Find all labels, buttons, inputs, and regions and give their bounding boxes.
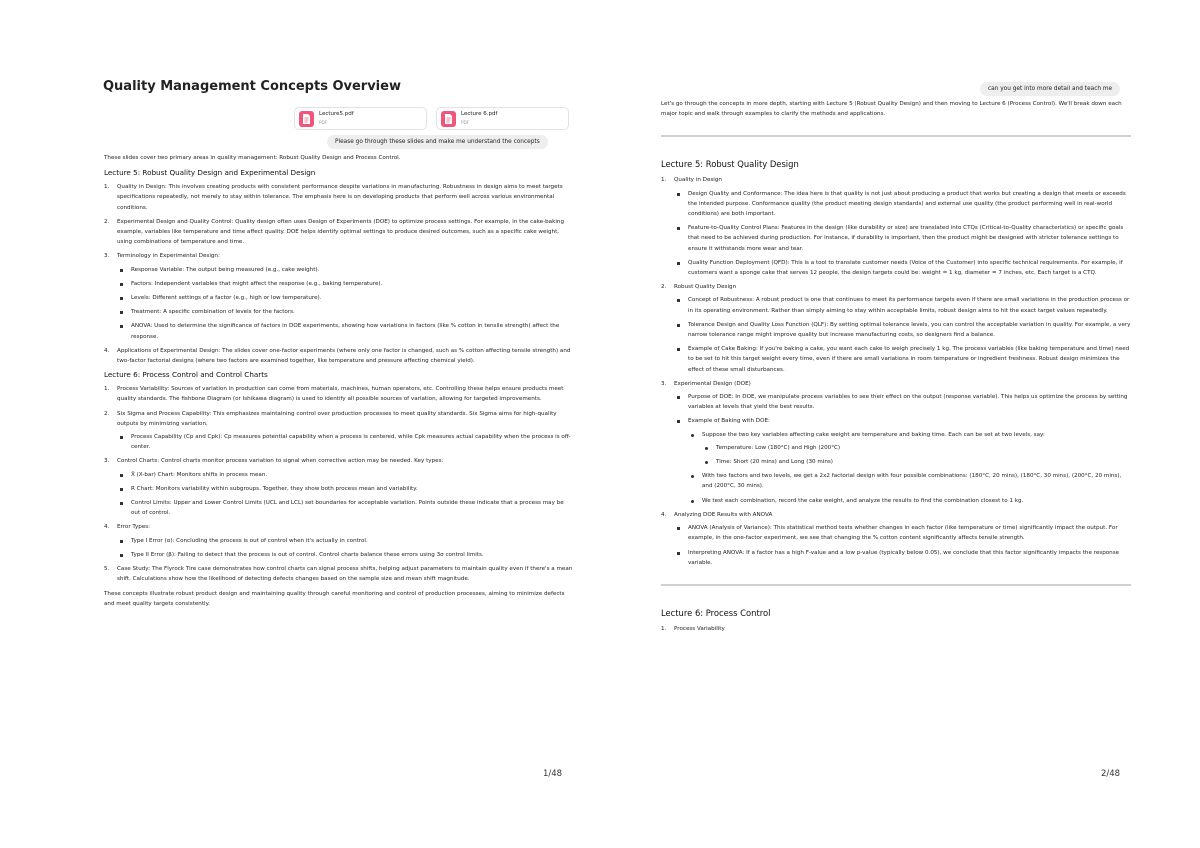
attachment-name: Lecture 6.pdf (461, 111, 498, 117)
bullet-list (674, 295, 1131, 374)
divider (661, 584, 1131, 586)
bullet-list (688, 430, 1131, 506)
bullet-list (702, 443, 1131, 467)
list-item: Suppose the two key variables affecting cake weight are temperature and baking time. Each can be set at two levels, say: Temperature: Low (180°C) and High (200°C) Time: Short (20 mins) and Long (30 mins) (688, 430, 1131, 468)
list-item: X̄ (X-bar) Chart: Monitors shifts in process mean. (117, 470, 574, 480)
bullet-list (674, 392, 1131, 506)
list-item: Example of Baking with DOE: Suppose the two key variables affecting cake weight are temperature and baking time. Each can be set at two levels, say: Temperature: Low (180°C) and High (200°C) Time: Short (20 mins) and Long (30 mins) With two factors and two levels, we get a 2x2 factorial design with four possible combinations: (180°C, 20 mins), (180°C, 30 mins), (200°C, 20 mins), and (200°C, 30 mins). We test each combination, record the cake weight, and analyze the results to find the combination closest to 1 kg. (674, 416, 1131, 505)
list-item: 2. Experimental Design and Quality Control: Quality design often uses Design of Experiments (DOE) to optimize process settings. For example, in the cake-baking example, variables like temperature and time affect quality. DOE helps identify optimal settings to produce desired outcomes, such as a specific cake weight, using combinations of temperature and time. (104, 218, 564, 246)
list-item: 1. Quality in Design: This involves creating products with consistent performance despite variations in manufacturing. Robustness in design aims to meet targets specifications repeatedly, not merely to stay within tolerance. The emphasis here is on developing products that perform well across various environmental conditions. (104, 184, 563, 211)
list-item: Concept of Robustness: A robust product is one that continues to meet its performance targets even if there are small variations in the production process or in its operating environment. Rather than simply aiming to stay within acceptable limits, robust design aims to hit the exact target values repeatedly. (674, 295, 1131, 315)
list-item: 2. Robust Quality Design Concept of Robustness: A robust product is one that continues to meet its performance targets even if there are small variations in the production process or in its operating environment. Rather than simply aiming to stay within acceptable limits, robust design aims to hit the exact target values repeatedly. Tolerance Design and Quality Loss Function (QLF): By setting optimal tolerance levels, you can control the acceptable variation in quality. For example, a very narrow tolerance range might improve quality but increase manufacturing costs, so designers find a balance. Example of Cake Baking: If you're baking a cake, you want each cake to weigh precisely 1 kg. The process variables (like baking temperature and time) need to be set to hit this target weight every time, even if there are small variations in room temperature or ingredient freshness. Robust design minimizes the effect of these small disturbances. (661, 282, 1131, 375)
attachment-name: Lecture5.pdf (319, 111, 354, 117)
list-item: Time: Short (20 mins) and Long (30 mins) (702, 457, 1131, 467)
list-item: Treatment: A specific combination of levels for the factors. (117, 307, 574, 317)
list-item: 3. Control Charts: Control charts monitor process variation to signal when corrective action may be needed. Key types: X̄ (X-bar) Chart: Monitors shifts in process mean. R Chart: Monitors variability within subgroups. Together, they show both process mean and variability. Control Limits: Upper and Lower Control Limits (UCL and LCL) set boundaries for acceptable variation. Points outside these indicate that a process may be out of control. (104, 456, 574, 518)
list-item: Feature-to-Quality Control Plans: Features in the design (like durability or size) are translated into CTQs (Critical-to-Quality characteristics) or specific goals that need to be achieved during production. For instance, if durability is important, then the product might be designed with stricter tolerance settings to ensure it withstands more wear and tear. (674, 223, 1131, 254)
attachment-type: PDF (319, 120, 328, 125)
list-item: Interpreting ANOVA: If a factor has a high F-value and a low p-value (typically below 0.05), we conclude that this factor significantly impacts the response variable. (674, 548, 1131, 568)
divider (661, 135, 1131, 137)
list-item: Levels: Different settings of a factor (e.g., high or low temperature). (117, 293, 574, 303)
list-item: 1. Process Variability (661, 625, 725, 632)
attachment-lecture6[interactable] (436, 107, 569, 130)
list-item: 1. Quality in Design Design Quality and Conformance: The idea here is that quality is not just about producing a product that works but creating a design that meets or exceeds the intended purpose. Conformance quality (the product meeting design standards) and external use quality (the product performing well in real-world conditions) are both important. Feature-to-Quality Control Plans: Features in the design (like durability or size) are translated into CTQs (Critical-to-Quality characteristics) or specific goals that need to be achieved during production. For instance, if durability is important, then the product might be designed with stricter tolerance settings to ensure it withstands more wear and tear. Quality Function Deployment (QFD): This is a tool to translate customer needs (Voice of the Customer) into specific technical requirements. For example, if customers want a sponge cake that serves 12 people, the design targets could be: weight = 1 kg, diameter = 7 inches, etc. Each target is a CTQ. (661, 175, 1131, 278)
list-item: 4. Applications of Experimental Design: The slides cover one-factor experiments (where only one factor is changed, such as % cotton affecting tensile strength) and two-factor factorial designs (where two factors are examined together, like temperature and pressure affecting chemical yield). (104, 347, 571, 365)
user-message: can you get into more detail and teach me (980, 82, 1120, 96)
list-item: Purpose of DOE: In DOE, we manipulate process variables to see their effect on the output (response variable). This helps us optimize the process by setting variables at levels that yield the best results. (674, 392, 1131, 412)
list-item: Example of Cake Baking: If you're baking a cake, you want each cake to weigh precisely 1 kg. The process variables (like baking temperature and time) need to be set to hit this target weight every time, even if there are small variations in room temperature or ingredient freshness. Robust design minimizes the effect of these small disturbances. (674, 344, 1131, 375)
list-item: 3. Experimental Design (DOE) Purpose of DOE: In DOE, we manipulate process variables to see their effect on the output (response variable). This helps us optimize the process by setting variables at levels that yield the best results. Example of Baking with DOE: Suppose the two key variables affecting cake weight are temperature and baking time. Each can be set at two levels, say: Temperature: Low (180°C) and High (200°C) Time: Short (20 mins) and Long (30 mins) With two factors and two levels, we get a 2x2 factorial design with four possible combinations: (180°C, 20 mins), (180°C, 30 mins), (200°C, 20 mins), and (200°C, 30 mins). We test each combination, record the cake weight, and analyze the results to find the combination closest to 1 kg. (661, 379, 1131, 506)
list-item: 1. Process Variability: Sources of variation in production can come from materials, machines, human operators, etc. Controlling these helps ensure products meet quality standards. The fishbone Diagram (or Ishikawa diagram) is used to identify all possible sources of variation, allowing for targeted improvements. (104, 386, 564, 403)
intro-paragraph: These slides cover two primary areas in quality management: Robust Quality Design and Process Control. (104, 155, 401, 161)
page-2 (600, 0, 1200, 848)
user-message: Please go through these slides and make me understand the concepts (327, 135, 548, 149)
list-item: Factors: Independent variables that might affect the response (e.g., baking temperature). (117, 279, 574, 289)
bullet-list (117, 536, 574, 560)
numbered-list (104, 182, 574, 366)
list-item: 4. Error Types: Type I Error (α): Concluding the process is out of control when it's actually in control. Type II Error (β): Failing to detect that the process is out of control. Control charts balance these errors using 3σ control limits. (104, 522, 574, 560)
pdf-file-icon (441, 111, 456, 127)
list-item: Quality Function Deployment (QFD): This is a tool to translate customer needs (Voice of the Customer) into specific technical requirements. For example, if customers want a sponge cake that serves 12 people, the design targets could be: weight = 1 kg, diameter = 7 inches, etc. Each target is a CTQ. (674, 258, 1131, 278)
list-item: Tolerance Design and Quality Loss Function (QLF): By setting optimal tolerance levels, you can control the acceptable variation in quality. For example, a very narrow tolerance range might improve quality but increase manufacturing costs, so designers find a balance. (674, 320, 1131, 340)
list-item: 3. Terminology in Experimental Design: Response Variable: The output being measured (e.g., cake weight). Factors: Independent variables that might affect the response (e.g., baking temperature). Levels: Different settings of a factor (e.g., high or low temperature). Treatment: A specific combination of levels for the factors. ANOVA: Used to determine the significance of factors in DOE experiments, showing how variations in factors (like % cotton in tensile strength) affect the response. (104, 251, 574, 341)
list-item: Control Limits: Upper and Lower Control Limits (UCL and LCL) set boundaries for acceptable variation. Points outside these indicate that a process may be out of control. (117, 498, 574, 518)
section-heading: Lecture 5: Robust Quality Design and Experimental Design (104, 168, 316, 178)
bullet-list (674, 523, 1131, 568)
list-item: Type I Error (α): Concluding the process is out of control when it's actually in control. (117, 536, 574, 546)
attachment-type: PDF (461, 120, 470, 125)
numbered-list (661, 175, 1131, 568)
assistant-response (104, 153, 574, 614)
pdf-file-icon (299, 111, 314, 127)
page-number: 1/48 (543, 769, 563, 779)
conclusion-paragraph: These concepts illustrate robust product design and maintaining quality through careful monitoring and control of production processes, aiming to minimize defects and meet quality targets consistently. (104, 590, 565, 607)
intro-paragraph: Let's go through the concepts in more depth, starting with Lecture 5 (Robust Quality Design) and then moving to Lecture 6 (Process Control). We'll break down each major topic and walk through examples to clarify the methods and applications. (661, 101, 1122, 118)
list-item: Design Quality and Conformance: The idea here is that quality is not just about producing a product that works but creating a design that meets or exceeds the intended purpose. Conformance quality (the product meeting design standards) and external use quality (the product performing well in real-world conditions) are both important. (674, 189, 1131, 220)
numbered-list (661, 624, 1131, 634)
attachment-lecture5[interactable] (294, 107, 427, 130)
list-item: We test each combination, record the cake weight, and analyze the results to find the combination closest to 1 kg. (688, 496, 1131, 506)
list-item: Temperature: Low (180°C) and High (200°C) (702, 443, 1131, 453)
bullet-list (117, 265, 574, 342)
list-item: R Chart: Monitors variability within subgroups. Together, they show both process mean and variability. (117, 484, 574, 494)
list-item: ANOVA (Analysis of Variance): This statistical method tests whether changes in each factor (like temperature or time) significantly impact the output. For example, in the one-factor experiment, we see that changing the % cotton content significantly affects tensile strength. (674, 523, 1131, 543)
list-item: Type II Error (β): Failing to detect that the process is out of control. Control charts balance these errors using 3σ control limits. (117, 550, 574, 560)
list-item: ANOVA: Used to determine the significance of factors in DOE experiments, showing how variations in factors (like % cotton in tensile strength) affect the response. (117, 321, 574, 341)
list-item: With two factors and two levels, we get a 2x2 factorial design with four possible combinations: (180°C, 20 mins), (180°C, 30 mins), (200°C, 20 mins), and (200°C, 30 mins). (688, 471, 1131, 491)
assistant-response (661, 99, 1131, 638)
numbered-list (104, 384, 574, 584)
section-heading: Lecture 5: Robust Quality Design (661, 159, 799, 170)
bullet-list (117, 432, 574, 452)
list-item: 2. Six Sigma and Process Capability: This emphasizes maintaining control over production processes to meet quality standards. Six Sigma aims for high-quality outputs by minimizing variation. Process Capability (Cp and Cpk): Cp measures potential capability when a process is centered, while Cpk measures actual capability when the process is off-center. (104, 409, 574, 453)
bullet-list (117, 470, 574, 519)
page-number: 2/48 (1101, 769, 1121, 779)
list-item: 4. Analyzing DOE Results with ANOVA ANOVA (Analysis of Variance): This statistical method tests whether changes in each factor (like temperature or time) significantly impact the output. For example, in the one-factor experiment, we see that changing the % cotton content significantly affects tensile strength. Interpreting ANOVA: If a factor has a high F-value and a low p-value (typically below 0.05), we conclude that this factor significantly impacts the response variable. (661, 510, 1131, 568)
bullet-list (674, 189, 1131, 279)
section-heading: Lecture 6: Process Control and Control Charts (104, 370, 268, 380)
list-item: Process Capability (Cp and Cpk): Cp measures potential capability when a process is centered, while Cpk measures actual capability when the process is off-center. (117, 432, 574, 452)
section-heading: Lecture 6: Process Control (661, 607, 771, 618)
page-title: Quality Management Concepts Overview (103, 79, 401, 94)
list-item: 5. Case Study: The Flyrock Tire case demonstrates how control charts can signal process shifts, helping adjust parameters to maintain quality even if there's a mean shift. Calculations show how the likelihood of detecting defects changes based on the sample size and mean shift magnitude. (104, 566, 573, 583)
list-item: Response Variable: The output being measured (e.g., cake weight). (117, 265, 574, 275)
